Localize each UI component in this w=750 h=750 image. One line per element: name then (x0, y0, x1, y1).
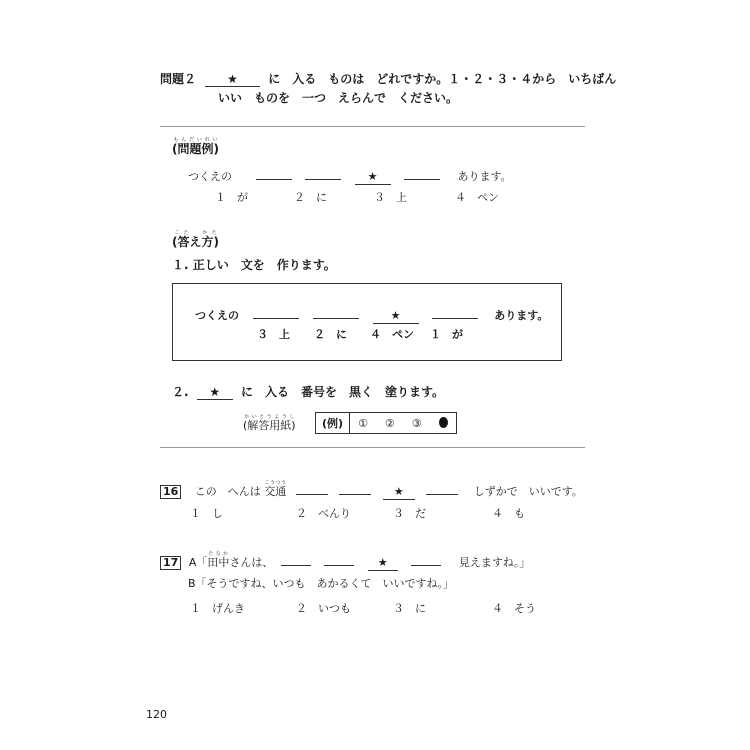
step-2 (172, 383, 444, 400)
question-16-blank-2 (339, 480, 371, 495)
example-sentence-end: あります。 (457, 170, 512, 183)
question-16 (160, 480, 583, 500)
question-16-blank-4 (426, 480, 458, 495)
star-icon: ★ (390, 309, 401, 322)
answer-frame-sentence (195, 304, 548, 324)
step-1-text: 正しい 文を 作ります。 (192, 258, 336, 272)
question-16-end: しずかで いいです。 (473, 485, 583, 498)
frame-blank-star (373, 309, 419, 324)
example-sentence-start: つくえの (188, 170, 232, 183)
divider-top (160, 126, 585, 127)
example-option-1: １ が (215, 191, 248, 204)
step-2-text: に 入る 番号を 黒く 塗ります。 (240, 385, 444, 399)
question-17-option-1: １ げんき (190, 602, 245, 615)
star-icon: ★ (377, 556, 388, 569)
example-option-3: ３ 上 (374, 191, 407, 204)
example-option-2: ２ に (294, 191, 327, 204)
frame-sentence-start: つくえの (195, 309, 239, 322)
instruction-blank (205, 72, 260, 87)
question-17-blank-star (368, 556, 398, 571)
question-17-start: A「 (188, 556, 208, 569)
filled-bubble-icon (439, 417, 448, 428)
example-blank-2 (305, 165, 341, 180)
page-number: 120 (146, 708, 167, 721)
step-1 (172, 256, 336, 273)
instruction-line-1 (205, 70, 616, 87)
question-16-start: この へんは (194, 485, 261, 498)
question-17-blank-2 (324, 551, 354, 566)
instruction-label: 問題２ (160, 72, 197, 86)
example-blank-1 (256, 165, 292, 180)
question-16-option-4: ４ も (492, 507, 525, 520)
example-blank-4 (404, 165, 440, 180)
example-heading: (問題例)もんだいれい (172, 137, 219, 156)
divider-bottom (160, 447, 585, 448)
question-17-number: 17 (160, 556, 181, 570)
question-16-option-3: ３ だ (393, 507, 426, 520)
frame-order-1: ３ 上 (257, 328, 290, 341)
step-2-blank (197, 385, 233, 400)
question-16-blank-star (383, 485, 415, 500)
question-16-kanji: 交通こうつう (264, 480, 287, 498)
frame-blank-1 (253, 304, 299, 319)
question-17-option-4: ４ そう (492, 602, 536, 615)
question-17-blank-4 (411, 551, 441, 566)
instruction-text-1: に 入る ものは どれですか。１・２・３・４から いちばん (268, 72, 617, 86)
answer-method-heading: (答え方)こた かた (172, 230, 219, 249)
step-1-number: １. (172, 258, 189, 272)
frame-order-4: １ が (430, 328, 463, 341)
example-blank-star (355, 170, 391, 185)
question-16-number: 16 (160, 485, 181, 499)
question-17-line-2: B「そうですね、いつも あかるくて いいですね。」 (188, 577, 455, 590)
question-17-option-2: ２ いつも (296, 602, 351, 615)
frame-sentence-end: あります。 (494, 309, 549, 322)
star-icon: ★ (227, 72, 238, 86)
question-17-mid: さんは、 (229, 556, 274, 569)
question-17-end: 見えますね。」 (458, 556, 531, 569)
frame-order-3: ４ ペン (370, 328, 414, 341)
step-2-number: ２. (172, 385, 189, 399)
answer-sheet-box (315, 412, 457, 434)
question-17-blank-1 (281, 551, 311, 566)
answer-sheet-label: (解答用紙)かいとうようし (243, 414, 296, 432)
example-sentence (188, 165, 512, 185)
answer-sheet-sample (315, 412, 457, 434)
question-16-option-1: １ し (190, 507, 223, 520)
frame-blank-2 (313, 304, 359, 319)
instruction-line-2: いい ものを 一つ えらんで ください。 (218, 91, 459, 105)
star-icon: ★ (367, 170, 378, 183)
question-17-kanji: 田中たなか (207, 551, 230, 569)
star-icon: ★ (393, 485, 404, 498)
question-17-option-3: ３ に (393, 602, 426, 615)
question-17 (160, 551, 530, 571)
question-16-blank-1 (296, 480, 328, 495)
star-icon: ★ (209, 385, 221, 399)
question-16-option-2: ２ べんり (296, 507, 351, 520)
answer-sheet-example-label: (例) (316, 413, 350, 433)
example-option-4: ４ ペン (455, 191, 499, 204)
answer-sheet-bubbles: ① ② ③ (350, 415, 456, 431)
frame-blank-4 (432, 304, 478, 319)
frame-order-2: ２ に (314, 328, 347, 341)
